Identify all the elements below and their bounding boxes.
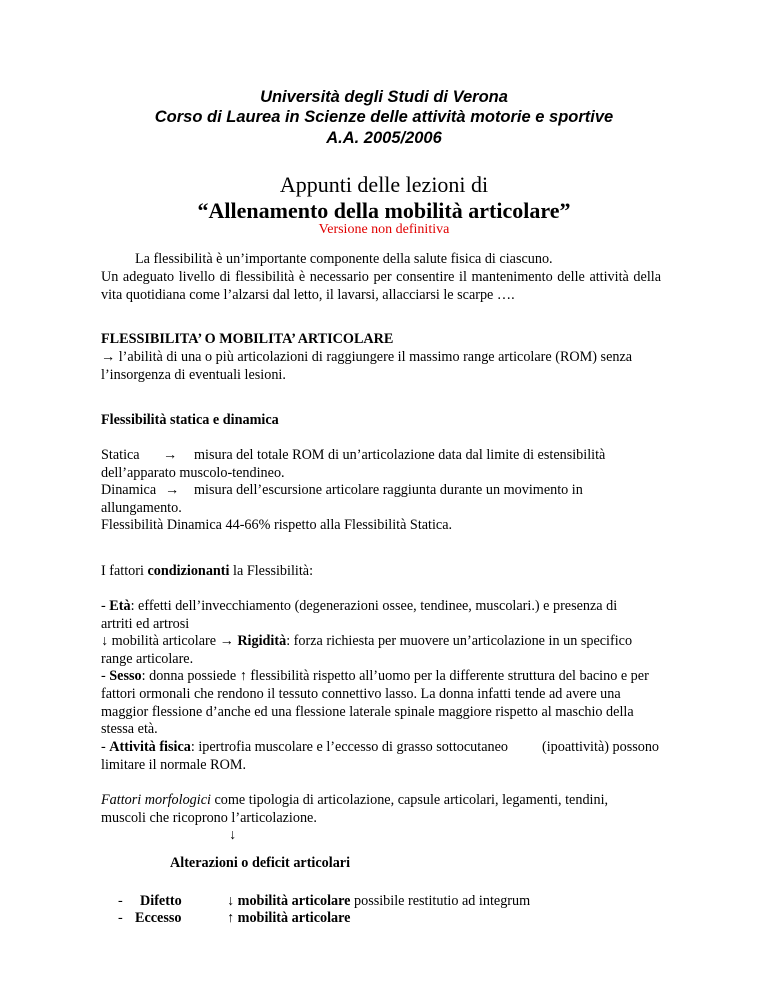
- academic-year: A.A. 2005/2006: [326, 129, 442, 147]
- eccesso-label: Eccesso: [135, 910, 182, 926]
- statica-line: [101, 447, 661, 465]
- document-title: “Allenamento della mobilità articolare”: [197, 198, 571, 223]
- fattori-intro-pre: I fattori: [101, 563, 148, 579]
- attivita-text: : ipertrofia muscolare e l’eccesso di grasso sottocutaneo: [190, 739, 508, 755]
- alterazioni-heading: Alterazioni o deficit articolari: [170, 855, 351, 871]
- section-heading-statica-dinamica: Flessibilità statica e dinamica: [101, 412, 279, 428]
- statica-label: Statica: [101, 447, 140, 463]
- course-name: Corso di Laurea in Scienze delle attività motorie e sportive: [154, 108, 614, 126]
- up-arrow-icon: ↑: [239, 668, 247, 684]
- dash: -: [118, 893, 123, 909]
- fattori-morfologici-label: Fattori morfologici: [101, 792, 211, 808]
- fattori-intro: [101, 563, 661, 581]
- attivita-cont: limitare il normale ROM.: [101, 757, 246, 773]
- up-arrow-icon: ↑: [227, 910, 235, 926]
- statica-cont: dell’apparato muscolo-tendineo.: [101, 465, 285, 481]
- dash: -: [118, 910, 123, 926]
- sesso-label: Sesso: [109, 668, 142, 684]
- rigidita-text: : forza richiesta per muovere un’articolazione in un specifico range articolare.: [101, 633, 633, 667]
- sesso-text: flessibilità rispetto all’uomo per la differente struttura del bacino e per fattori ormonali che rendono il tessuto connettivo lasso. La donna infatti tende ad avere una maggior flessione d’anche ed una flessione laterale spinale maggiore rispetto al maschio della stessa età.: [101, 668, 649, 738]
- title-line-1: Appunti delle lezioni di: [279, 172, 489, 197]
- fattori-morfologici-text: come tipologia di articolazione, capsule articolari, legamenti, tendini, muscoli che ricoprono l’articolazione.: [101, 792, 609, 826]
- right-arrow-icon: →: [165, 482, 180, 498]
- university-name: Università degli Studi di Verona: [260, 88, 508, 106]
- eccesso-bold: mobilità articolare: [234, 910, 351, 926]
- attivita-label: Attività fisica: [109, 739, 191, 755]
- eta-label: Età: [109, 598, 131, 614]
- intro-line-1: La flessibilità è un’importante componente della salute fisica di ciascuno.: [135, 251, 553, 267]
- statica-text: misura del totale ROM di un’articolazione data dal limite di estensibilità: [194, 447, 606, 463]
- section1-text: l’abilità di una o più articolazioni di raggiungere il massimo range articolare (ROM) senza l’insorgenza di eventuali lesioni.: [101, 349, 633, 383]
- intro-paragraph: Un adeguato livello di flessibilità è necessario per consentire il mantenimento delle attività della vita quotidiana come l’alzarsi dal letto, il lavarsi, allacciarsi le scarpe ….: [101, 269, 661, 303]
- dash: -: [101, 668, 110, 684]
- ratio-line: Flessibilità Dinamica 44-66% rispetto alla Flessibilità Statica.: [101, 517, 453, 533]
- difetto-bold: mobilità articolare: [234, 893, 351, 909]
- right-arrow-icon: →: [219, 633, 234, 649]
- rigidita-label: Rigidità: [233, 633, 287, 649]
- mob-text: mobilità articolare: [108, 633, 220, 649]
- dinamica-text: misura dell’escursione articolare raggiunta durante un movimento in: [194, 482, 583, 498]
- dash: -: [101, 598, 110, 614]
- fattori-intro-bold: condizionanti: [147, 563, 230, 579]
- right-arrow-icon: →: [101, 349, 116, 365]
- fattori-morfologici: [101, 792, 651, 828]
- dinamica-label: Dinamica: [101, 482, 157, 498]
- fattori-intro-post: la Flessibilità:: [229, 563, 314, 579]
- sesso-pre: : donna possiede: [141, 668, 240, 684]
- difetto-label: Difetto: [140, 893, 182, 909]
- eta-text: : effetti dell’invecchiamento (degenerazioni ossee, tendinee, muscolari.) e presenza di artriti ed artrosi: [101, 598, 618, 632]
- down-arrow-icon: ↓: [101, 633, 109, 649]
- down-arrow-icon: ↓: [229, 827, 237, 843]
- dinamica-cont: allungamento.: [101, 500, 182, 516]
- dash: -: [101, 739, 110, 755]
- attivita-item: [101, 739, 661, 757]
- section1-definition: [101, 349, 641, 385]
- version-note: Versione non definitiva: [318, 222, 450, 237]
- difetto-text: [227, 893, 667, 911]
- attivita-paren: (ipoattività) possono: [541, 739, 660, 755]
- eta-item: [101, 598, 641, 634]
- sesso-item: [101, 668, 651, 739]
- eccesso-text: [227, 910, 667, 928]
- right-arrow-icon: →: [163, 447, 178, 463]
- dinamica-line: [101, 482, 661, 500]
- section-heading-flessibilita: FLESSIBILITA’ O MOBILITA’ ARTICOLARE: [101, 331, 394, 347]
- rigidita-item: [101, 633, 641, 669]
- difetto-rest: possibile restitutio ad integrum: [350, 893, 531, 909]
- down-arrow-icon: ↓: [227, 893, 235, 909]
